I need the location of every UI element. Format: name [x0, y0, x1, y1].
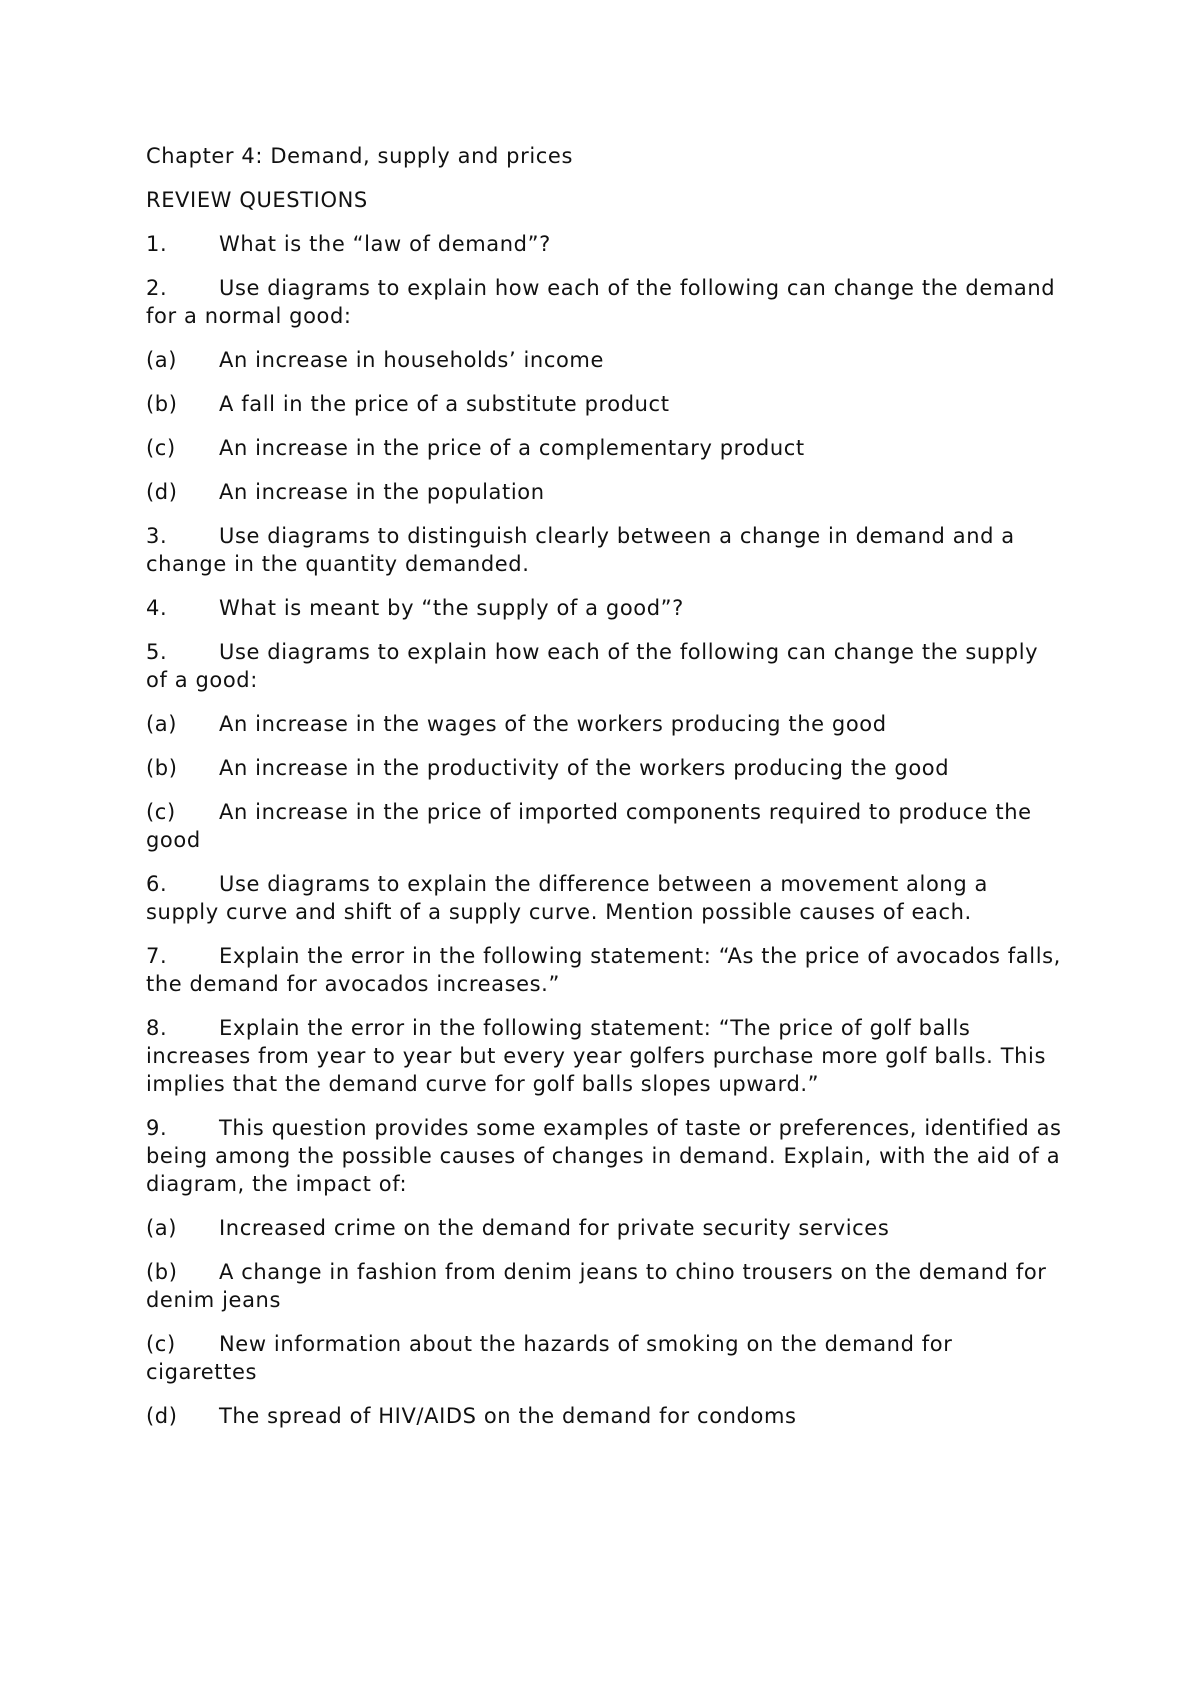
item-text: What is the “law of demand”? [219, 232, 551, 256]
item-text: Explain the error in the following statement: “As the price of avocados falls, the demand for avocados increases.” [146, 944, 1061, 996]
item-number: (c) [146, 1332, 176, 1356]
item-text: An increase in the productivity of the workers producing the good [219, 756, 950, 780]
item-text: An increase in households’ income [219, 348, 605, 372]
item-text: Explain the error in the following statement: “The price of golf balls increases from year to year but every year golfers purchase more golf balls. This implies that the demand curve for golf balls slopes upward.” [146, 1016, 1047, 1096]
item-number: 2. [146, 276, 168, 300]
question-7 [146, 942, 1066, 998]
question-5b [146, 754, 1066, 782]
item-number: (a) [146, 1216, 178, 1240]
question-8 [146, 1014, 1066, 1098]
item-number: 8. [146, 1016, 168, 1040]
item-number: (a) [146, 712, 178, 736]
item-number: (c) [146, 800, 176, 824]
item-text: The spread of HIV/AIDS on the demand for condoms [219, 1404, 797, 1428]
question-6 [146, 870, 1066, 926]
question-2a [146, 346, 1066, 374]
question-1 [146, 230, 1066, 258]
item-number: (d) [146, 480, 178, 504]
item-text: A change in fashion from denim jeans to chino trousers on the demand for denim jeans [146, 1260, 1047, 1312]
document-page [146, 142, 1066, 1446]
question-2d [146, 478, 1066, 506]
item-text: Use diagrams to explain the difference between a movement along a supply curve and shift of a supply curve. Mention possible causes of each. [146, 872, 988, 924]
item-number: 4. [146, 596, 168, 620]
question-9c [146, 1330, 1066, 1386]
question-2b [146, 390, 1066, 418]
item-text: This question provides some examples of taste or preferences, identified as being among the possible causes of changes in demand. Explain, with the aid of a diagram, the impact of: [146, 1116, 1062, 1196]
section-heading: REVIEW QUESTIONS [146, 188, 368, 212]
question-5a [146, 710, 1066, 738]
question-5 [146, 638, 1066, 694]
item-text: An increase in the population [219, 480, 545, 504]
item-text: Use diagrams to distinguish clearly between a change in demand and a change in the quantity demanded. [146, 524, 1015, 576]
question-5c [146, 798, 1066, 854]
item-number: (c) [146, 436, 176, 460]
item-text: Use diagrams to explain how each of the following can change the demand for a normal good: [146, 276, 1056, 328]
item-text: New information about the hazards of smoking on the demand for cigarettes [146, 1332, 953, 1384]
item-number: 1. [146, 232, 168, 256]
question-9b [146, 1258, 1066, 1314]
question-2 [146, 274, 1066, 330]
item-text: An increase in the wages of the workers producing the good [219, 712, 887, 736]
question-9d [146, 1402, 1066, 1430]
item-number: 9. [146, 1116, 168, 1140]
item-number: (b) [146, 1260, 178, 1284]
item-number: (b) [146, 756, 178, 780]
question-9 [146, 1114, 1066, 1198]
item-number: 7. [146, 944, 168, 968]
item-number: 5. [146, 640, 168, 664]
question-9a [146, 1214, 1066, 1242]
question-2c [146, 434, 1066, 462]
item-text: A fall in the price of a substitute product [219, 392, 670, 416]
item-number: (b) [146, 392, 178, 416]
item-number: 3. [146, 524, 168, 548]
chapter-title: Chapter 4: Demand, supply and prices [146, 144, 573, 168]
item-number: (d) [146, 1404, 178, 1428]
question-4 [146, 594, 1066, 622]
item-text: Increased crime on the demand for private security services [219, 1216, 890, 1240]
item-text: Use diagrams to explain how each of the following can change the supply of a good: [146, 640, 1039, 692]
question-3 [146, 522, 1066, 578]
item-text: An increase in the price of a complementary product [219, 436, 805, 460]
item-text: What is meant by “the supply of a good”? [219, 596, 684, 620]
item-number: 6. [146, 872, 168, 896]
item-number: (a) [146, 348, 178, 372]
item-text: An increase in the price of imported components required to produce the good [146, 800, 1032, 852]
